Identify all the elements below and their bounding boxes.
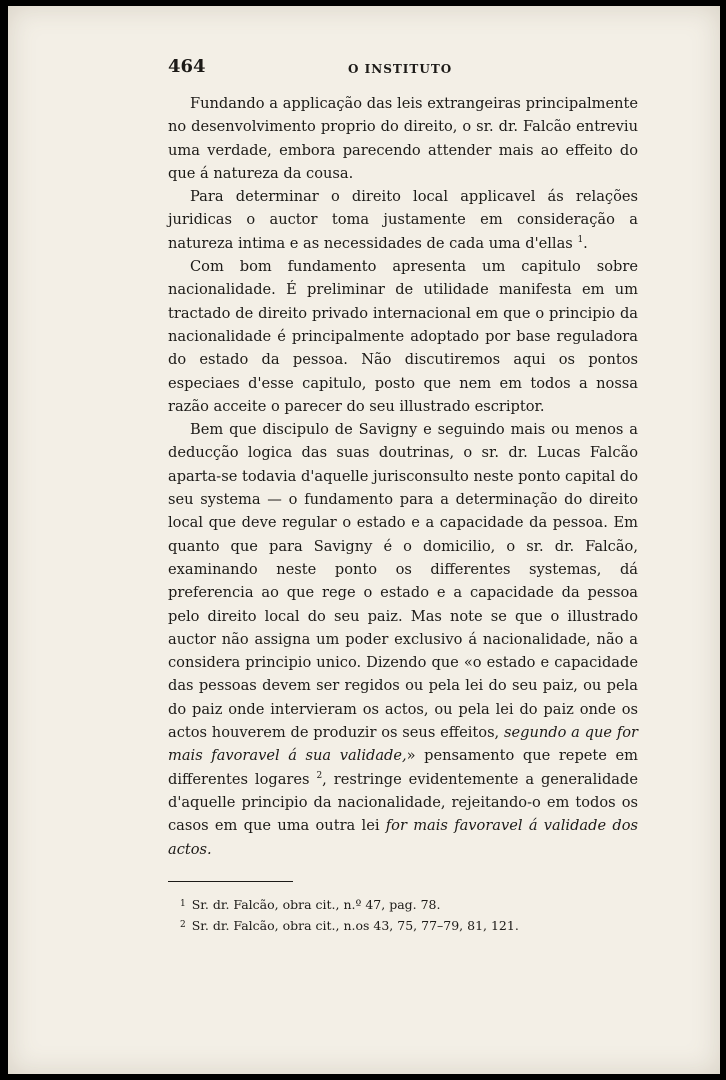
footnote-mark: 1 [180, 898, 186, 909]
footnote-text: Sr. dr. Falcão, obra cit., n.os 43, 75, 77–79, 81, 121. [191, 917, 519, 933]
paragraph [168, 418, 638, 861]
italic-text: for mais favoravel á validade dos actos. [168, 817, 638, 858]
scanned-page [8, 6, 720, 1074]
paragraph-text: Com bom fundamento apresenta um capitulo sobre nacionalidade. É preliminar de utilidade manifesta em um tractado de direito privado internacional em que o principio da nacionalidade é principalmente adoptado por base reguladora do estado da pessoa. Não discutiremos aqui os pontos especiaes d'esse capitulo, posto que nem em todos a nossa razão acceite o parecer do seu illustrado escriptor. [168, 258, 638, 415]
paragraph-text: Fundando a applicação das leis extrangeiras principalmente no desenvolvimento proprio do direito, o sr. dr. Falcão entreviu uma verdade, embora parecendo attender mais ao effeito do que á natureza da cousa. [168, 95, 638, 182]
paragraph [168, 185, 638, 255]
paragraph-text: , restringe evidentemente a generalidade d'aquelle principio da nacionalidade, rejeitando-o em todos os casos em que uma outra lei [168, 770, 638, 835]
page-content [168, 56, 638, 936]
footnote-text: Sr. dr. Falcão, obra cit., n.º 47, pag. 78. [191, 896, 441, 912]
body-text [168, 92, 638, 861]
paragraph [168, 92, 638, 185]
footnote-reference: 1 [577, 234, 584, 245]
paragraph-text: . [583, 234, 588, 252]
footnote-rule [168, 881, 293, 882]
footnote [168, 894, 638, 915]
italic-text: segundo a que for mais favoravel á sua validade, [168, 724, 639, 765]
paragraph-text: Bem que discipulo de Savigny e seguindo mais ou menos a deducção logica das suas doutrinas, o sr. dr. Lucas Falcão aparta-se todavia d'aquelle jurisconsulto neste ponto capital do seu systema — o fundamento para a determinação do direito local que deve regular o estado e a capacidade da pessoa. Em quanto que para Savigny é o domicilio, o sr. dr. Falcão, examinando neste ponto os differentes systemas, dá preferencia ao que rege o estado e a capacidade da pessoa pelo direito local do seu paiz. Mas note se que o illustrado auctor não assigna um poder exclusivo á nacionalidade, não a considera principio unico. Dizendo que «o estado e capacidade das pessoas devem ser regidos ou pela lei do seu paiz, ou pela do paiz onde intervieram os actos, ou pela lei do paiz onde os actos houverem de produzir os seus effeitos, [168, 421, 638, 742]
page-number: 464 [168, 56, 206, 77]
footnote-reference: 2 [316, 770, 323, 781]
running-head: O INSTITUTO [348, 62, 453, 76]
paragraph [168, 255, 638, 418]
paragraph-text: Para determinar o direito local applicavel ás relações juridicas o auctor toma justamente em consideração a natureza intima e as necessidades de cada uma d'ellas [168, 188, 638, 252]
footnote-mark: 2 [180, 919, 186, 930]
page-header [168, 56, 638, 92]
footnote [168, 915, 638, 936]
paragraph-text: » pensamento que repete em differentes logares [168, 747, 638, 788]
footnotes [168, 894, 638, 936]
